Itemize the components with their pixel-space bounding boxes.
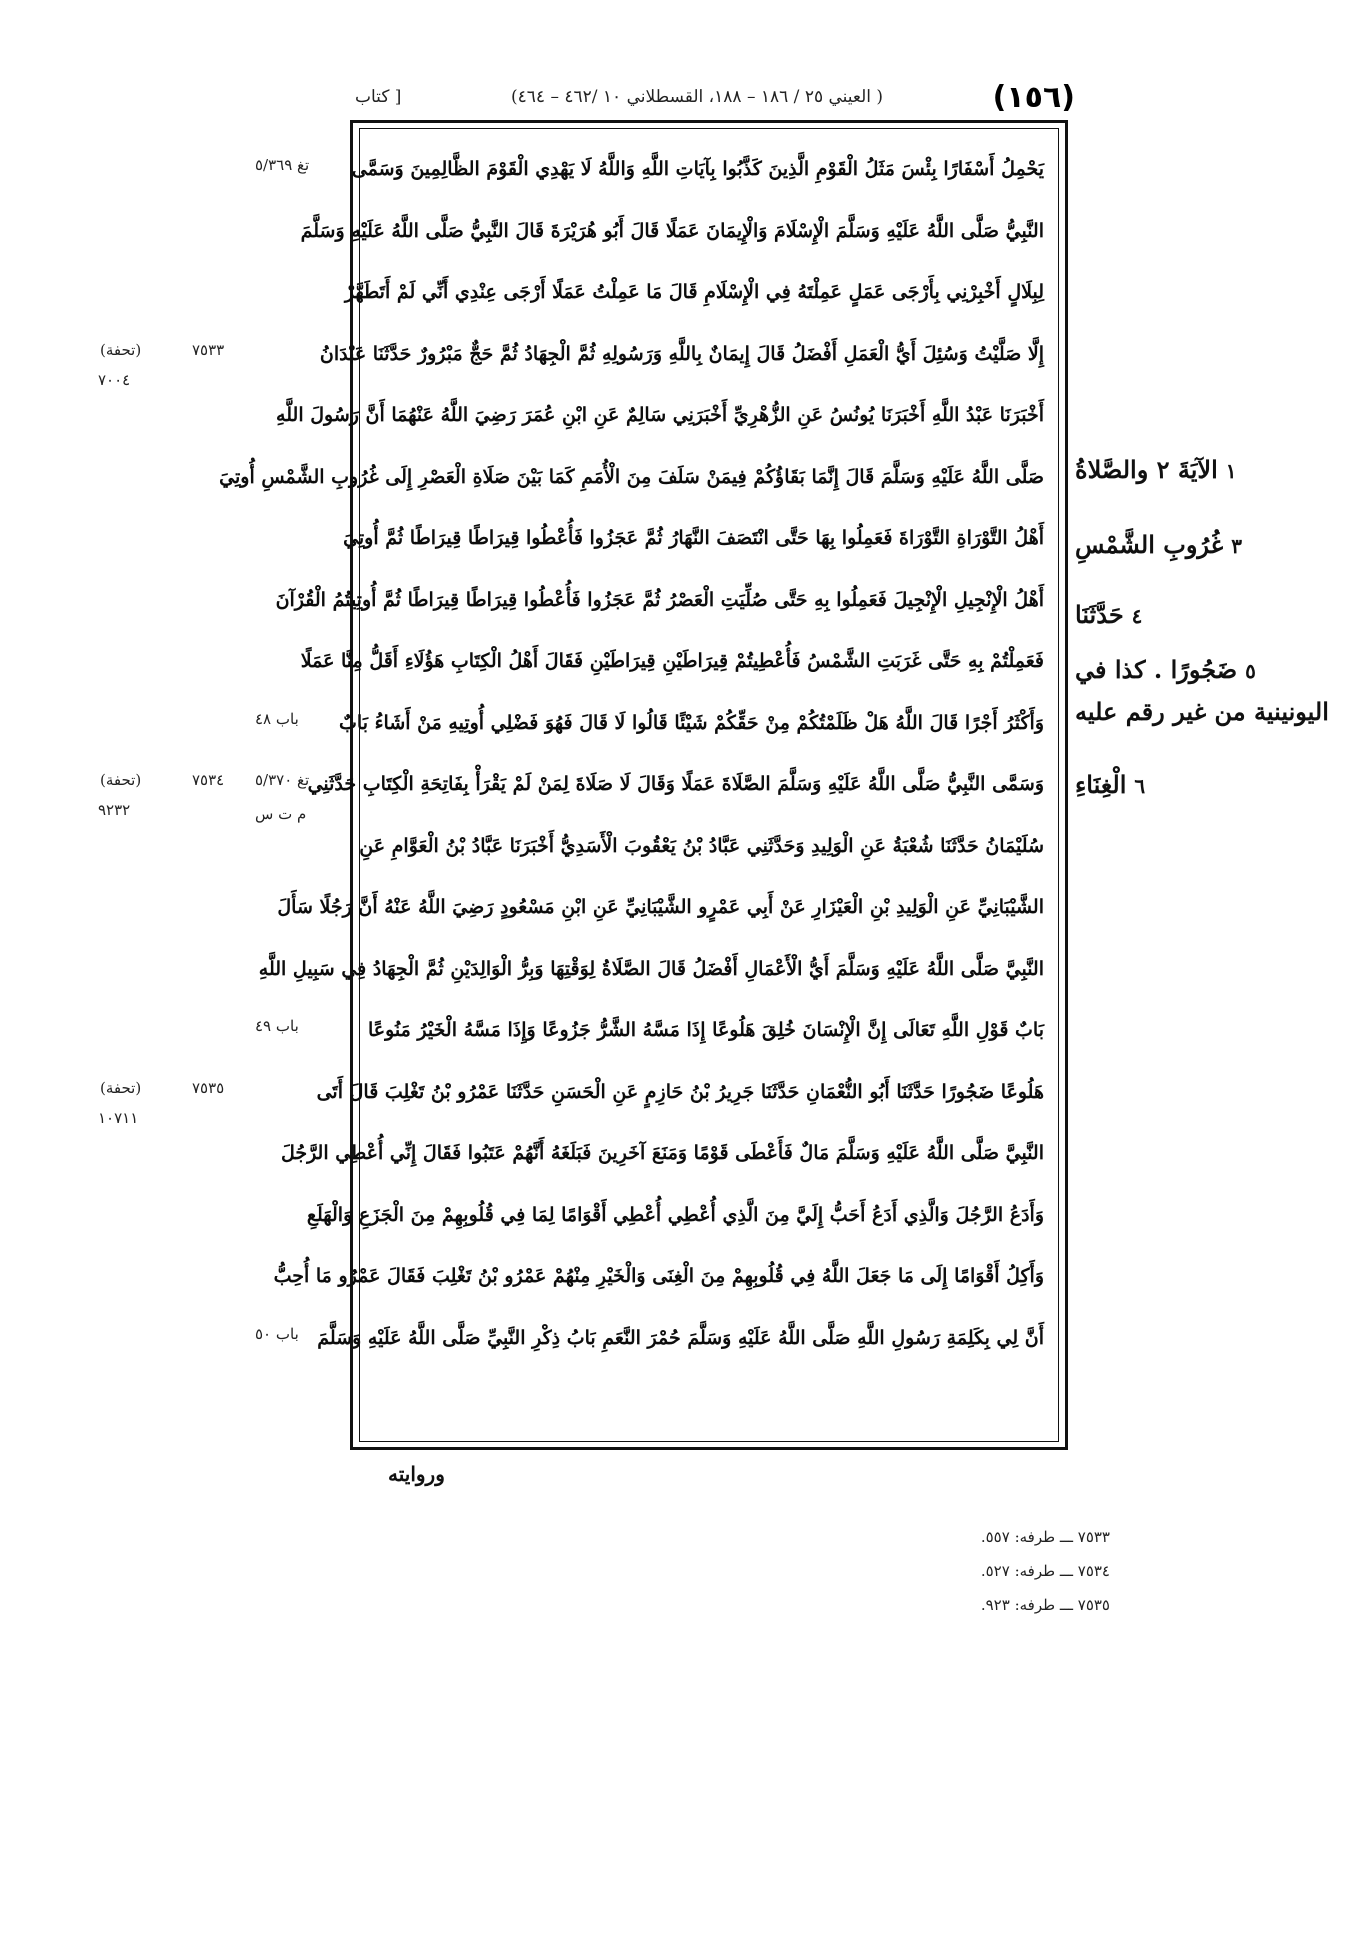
variant-note-number: ١ [1225, 459, 1237, 483]
page-header [355, 78, 1075, 116]
margin-reference: تغ ٥/٣٧٠ [255, 771, 310, 789]
text-line: وَأَكِلُ أَقْوَامًا إِلَى مَا جَعَلَ اللَّهُ فِي قُلُوبِهِمْ مِنَ الْغِنَى وَالْخَيْرِ مِنْهُمْ عَمْرُو بْنُ تَغْلِبَ فَقَالَ عَمْرٌو مَا أُحِبُّ [273, 1265, 1044, 1287]
catchword: وروايته [388, 1462, 445, 1486]
text-line: النَّبِيَّ صَلَّى اللَّهُ عَلَيْهِ وَسَلَّمَ أَيُّ الْأَعْمَالِ أَفْضَلُ قَالَ الصَّلَاةُ لِوَقْتِهَا وَبِرُّ الْوَالِدَيْنِ ثُمَّ الْجِهَادُ فِي سَبِيلِ اللَّهِ [258, 957, 1044, 980]
variant-note-text: غُرُوبِ الشَّمْسِ [1075, 530, 1224, 559]
text-line: هَلُوعًا ضَجُورًا حَدَّثَنَا أَبُو النُّعْمَانِ حَدَّثَنَا جَرِيرُ بْنُ حَازِمٍ عَنِ الْحَسَنِ حَدَّثَنَا عَمْرُو بْنُ تَغْلِبَ قَالَ أَتَى [316, 1080, 1044, 1103]
tuhfa-number: ٩٢٣٢ [98, 801, 131, 819]
header-reference: ( العيني ٢٥ / ١٨٦ – ١٨٨، القسطلاني ١٠ /٤٦٢ – ٤٦٤) [511, 87, 884, 107]
text-line: أَخْبَرَنَا عَبْدُ اللَّهِ أَخْبَرَنَا يُونُسُ عَنِ الزُّهْرِيِّ أَخْبَرَنِي سَالِمٌ عَنِ ابْنِ عُمَرَ رَضِيَ اللَّهُ عَنْهُمَا أَنَّ رَسُولَ اللَّهِ [276, 404, 1044, 426]
variant-note-text: الآيَةَ ٢ والصَّلاةُ [1075, 455, 1218, 484]
variant-note [1075, 655, 1256, 684]
margin-reference: باب ٤٩ [255, 1017, 299, 1035]
tuhfa-label: (تحفة) [100, 1078, 142, 1097]
variant-note-text: اليونينية من غير رقم عليه [1075, 697, 1329, 726]
variant-note [1075, 770, 1145, 799]
text-line: وَأَدَعُ الرَّجُلَ وَالَّذِي أَدَعُ أَحَبُّ إِلَيَّ مِنَ الَّذِي أُعْطِي أُعْطِي أَقْوَامًا لِمَا فِي قُلُوبِهِمْ مِنَ الْجَزَعِ وَالْهَلَعِ [306, 1203, 1044, 1226]
footnote-line: ٧٥٣٣ ـــ طرفه: ٥٥٧. [980, 1528, 1110, 1546]
text-line: بَابٌ قَوْلِ اللَّهِ تَعَالَى إِنَّ الْإِنْسَانَ خُلِقَ هَلُوعًا إِذَا مَسَّهُ الشَّرُّ جَزُوعًا وَإِذَا مَسَّهُ الْخَيْرُ مَنُوعًا [367, 1019, 1044, 1041]
text-line: أَنَّ لِي بِكَلِمَةِ رَسُولِ اللَّهِ صَلَّى اللَّهُ عَلَيْهِ وَسَلَّمَ حُمْرَ النَّعَمِ بَابُ ذِكْرِ النَّبِيِّ صَلَّى اللَّهُ عَلَيْهِ وَسَلَّمَ [317, 1326, 1044, 1349]
hadith-number: ٧٥٣٤ [192, 771, 225, 789]
text-line: سُلَيْمَانُ حَدَّثَنَا شُعْبَةُ عَنِ الْوَلِيدِ وَحَدَّثَنِي عَبَّادُ بْنُ يَعْقُوبَ الْأَسَدِيُّ أَخْبَرَنَا عَبَّادُ بْنُ الْعَوَّامِ عَنِ [359, 834, 1044, 857]
margin-reference: تغ ٥/٣٦٩ [255, 156, 310, 174]
text-line: الشَّيْبَانِيِّ عَنِ الْوَلِيدِ بْنِ الْعَيْزَارِ عَنْ أَبِي عَمْرٍو الشَّيْبَانِيِّ عَنِ ابْنِ مَسْعُودٍ رَضِيَ اللَّهُ عَنْهُ أَنَّ رَجُلًا سَأَلَ [277, 896, 1044, 918]
variant-note [1075, 455, 1237, 484]
margin-reference: م ت س [255, 804, 307, 823]
text-line: فَعَمِلْتُمْ بِهِ حَتَّى غَرَبَتِ الشَّمْسُ فَأُعْطِيتُمْ قِيرَاطَيْنِ قِيرَاطَيْنِ فَقَالَ أَهْلُ الْكِتَابِ هَؤُلَاءِ أَقَلُّ مِنَّا عَمَلًا [300, 650, 1044, 672]
header-book-title: [ كتاب [355, 87, 402, 107]
variant-note-number: ٥ [1245, 659, 1256, 683]
text-line: أَهْلُ التَّوْرَاةِ التَّوْرَاةَ فَعَمِلُوا بِهَا حَتَّى انْتَصَفَ النَّهَارُ ثُمَّ عَجَزُوا فَأُعْطُوا قِيرَاطًا قِيرَاطًا ثُمَّ أُوتِيَ [343, 527, 1044, 549]
variant-note-number: ٦ [1134, 774, 1146, 798]
text-line: صَلَّى اللَّهُ عَلَيْهِ وَسَلَّمَ قَالَ إِنَّمَا بَقَاؤُكُمْ فِيمَنْ سَلَفَ مِنَ الْأُمَمِ كَمَا بَيْنَ صَلَاةِ الْعَصْرِ إِلَى غُرُوبِ الشَّمْسِ أُوتِيَ [219, 465, 1044, 488]
text-line: لِبِلَالٍ أَخْبِرْنِي بِأَرْجَى عَمَلٍ عَمِلْتَهُ فِي الْإِسْلَامِ قَالَ مَا عَمِلْتُ عَمَلًا أَرْجَى عِنْدِي أَنِّي لَمْ أَتَطَهَّرْ [344, 281, 1044, 303]
text-line: وَسَمَّى النَّبِيُّ صَلَّى اللَّهُ عَلَيْهِ وَسَلَّمَ الصَّلَاةَ عَمَلًا وَقَالَ لَا صَلَاةَ لِمَنْ لَمْ يَقْرَأْ بِفَاتِحَةِ الْكِتَابِ حَدَّثَنِي [307, 773, 1044, 795]
hadith-number: ٧٥٣٣ [192, 340, 225, 359]
tuhfa-label: (تحفة) [100, 771, 142, 789]
variant-note-text: الْغِنَاءِ [1075, 770, 1127, 799]
hadith-number: ٧٥٣٥ [192, 1078, 225, 1097]
text-line: يَحْمِلُ أَسْفَارًا بِئْسَ مَثَلُ الْقَوْمِ الَّذِينَ كَذَّبُوا بِآيَاتِ اللَّهِ وَاللَّهُ لَا يَهْدِي الْقَوْمَ الظَّالِمِينَ وَسَمَّى [351, 158, 1044, 180]
tuhfa-number: ٧٠٠٤ [98, 370, 131, 389]
text-line: النَّبِيَّ صَلَّى اللَّهُ عَلَيْهِ وَسَلَّمَ مَالٌ فَأَعْطَى قَوْمًا وَمَنَعَ آخَرِينَ فَبَلَغَهُ أَنَّهُمْ عَتَبُوا فَقَالَ إِنِّي أُعْطِي الرَّجُلَ [280, 1142, 1044, 1164]
tuhfa-label: (تحفة) [100, 340, 142, 359]
text-line: أَهْلُ الْإِنْجِيلِ الْإِنْجِيلَ فَعَمِلُوا بِهِ حَتَّى صُلِّيَتِ الْعَصْرُ ثُمَّ عَجَزُوا فَأُعْطُوا قِيرَاطًا قِيرَاطًا ثُمَّ أُوتِيتُمُ الْقُرْآنَ [275, 588, 1044, 611]
variant-note-number: ٤ [1131, 604, 1143, 628]
margin-reference: باب ٤٨ [255, 709, 299, 728]
variant-note [1075, 600, 1142, 629]
text-line: إِلَّا صَلَّيْتُ وَسُئِلَ أَيُّ الْعَمَلِ أَفْضَلُ قَالَ إِيمَانٌ بِاللَّهِ وَرَسُولِهِ ثُمَّ الْجِهَادُ ثُمَّ حَجٌّ مَبْرُورٌ حَدَّثَنَا عَبْدَانُ [319, 342, 1044, 365]
variant-note-number: ٣ [1231, 534, 1242, 558]
tuhfa-number: ١٠٧١١ [98, 1108, 139, 1127]
margin-reference: باب ٥٠ [255, 1324, 299, 1343]
variant-note [1075, 530, 1242, 559]
text-line: النَّبِيُّ صَلَّى اللَّهُ عَلَيْهِ وَسَلَّمَ الْإِسْلَامَ وَالْإِيمَانَ عَمَلًا قَالَ أَبُو هُرَيْرَةَ قَالَ النَّبِيُّ صَلَّى اللَّهُ عَلَيْهِ وَسَلَّمَ [300, 219, 1044, 242]
text-line: وَأَكْثَرُ أَجْرًا قَالَ اللَّهُ هَلْ ظَلَمْتُكُمْ مِنْ حَقِّكُمْ شَيْئًا قَالُوا لَا قَالَ فَهُوَ فَضْلِي أُوتِيهِ مَنْ أَشَاءُ بَابٌ [339, 711, 1044, 734]
footnote-line: ٧٥٣٤ ـــ طرفه: ٥٢٧. [980, 1562, 1110, 1580]
variant-note-text: حَدَّثَنَا [1075, 600, 1124, 629]
variant-note [1075, 697, 1337, 726]
footnote-line: ٧٥٣٥ ـــ طرفه: ٩٢٣. [980, 1596, 1110, 1614]
variant-note-text: ضَجُورًا . كذا في [1075, 655, 1238, 684]
page-number: (١٥٦) [992, 79, 1075, 115]
